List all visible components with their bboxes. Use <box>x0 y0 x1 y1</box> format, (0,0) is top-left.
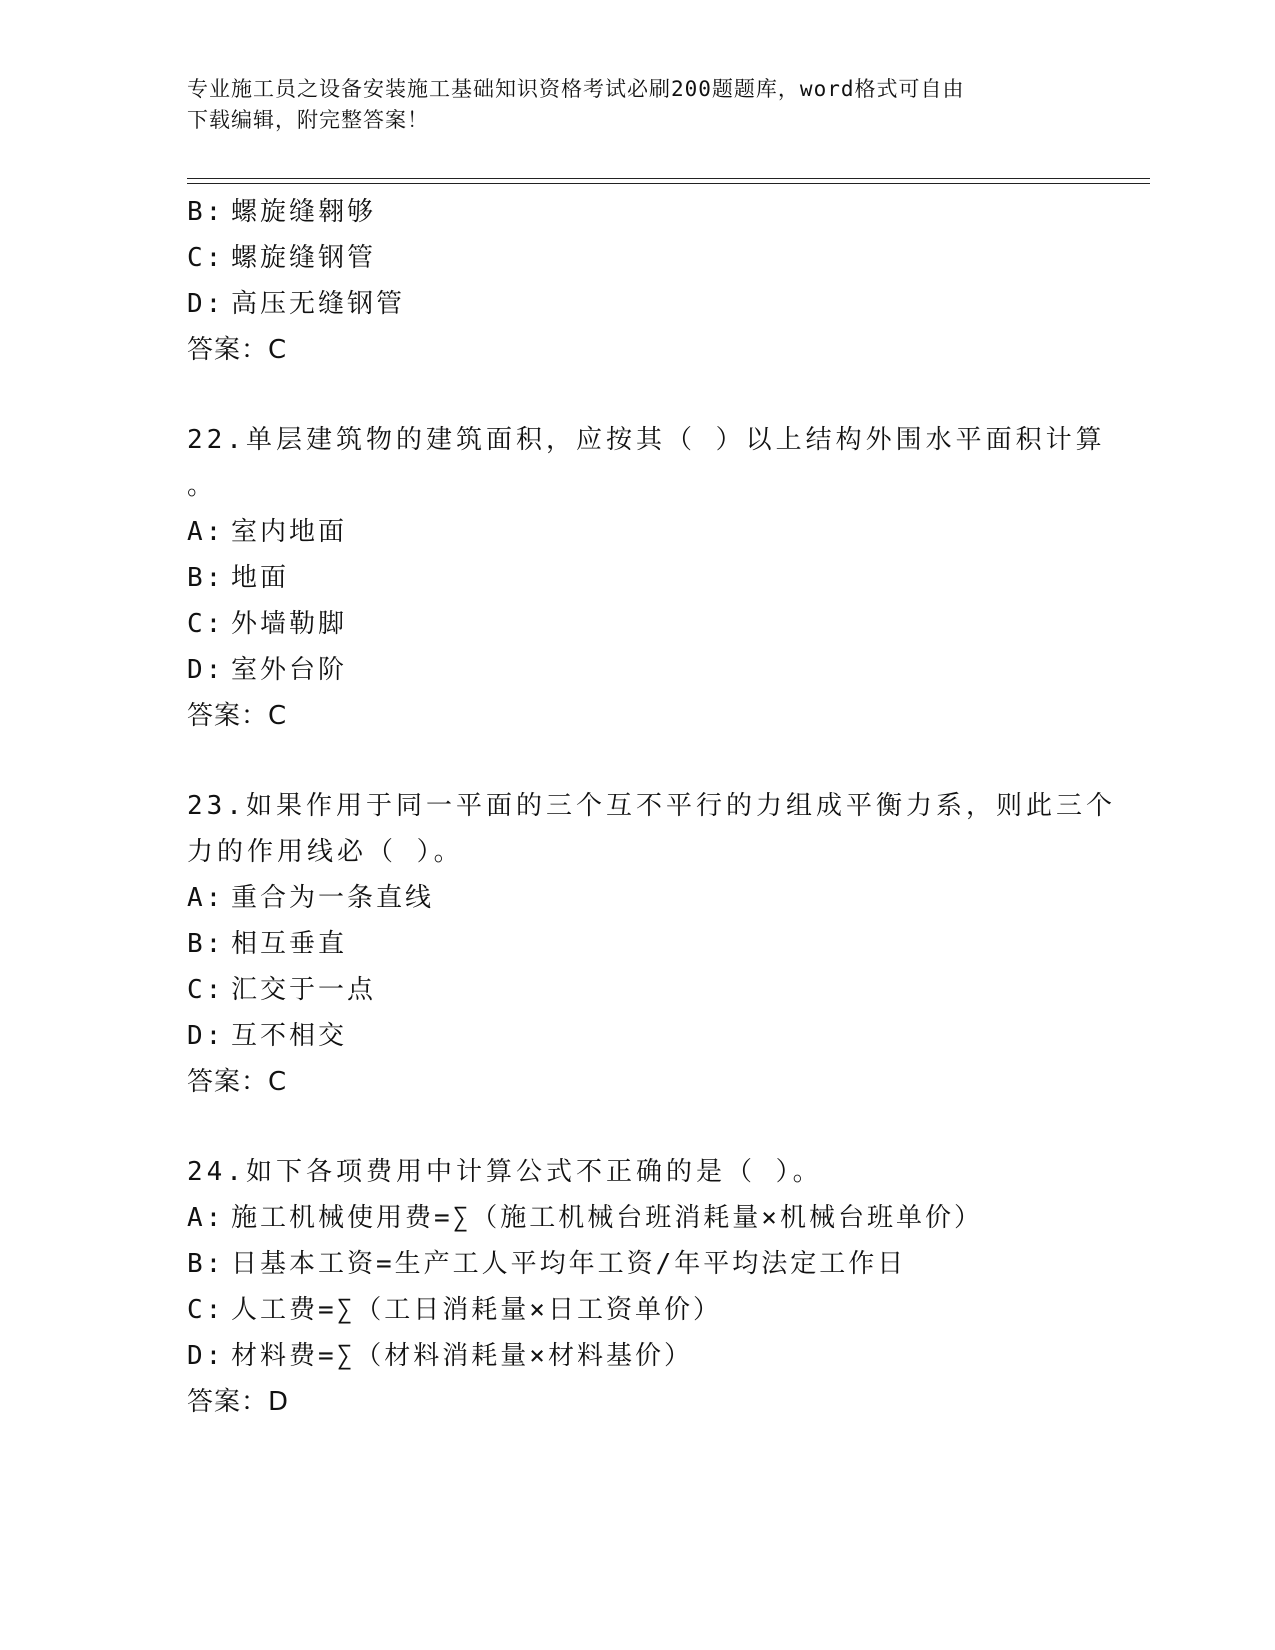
option-d <box>187 281 1087 327</box>
option-text: 地面 <box>231 563 290 593</box>
option-text: 汇交于一点 <box>231 975 377 1005</box>
option-a <box>187 875 1087 921</box>
option-label: D: <box>187 655 225 685</box>
question-23 <box>187 783 1116 1105</box>
option-c <box>187 1287 1087 1333</box>
answer-line: 答案：C <box>187 335 288 365</box>
option-d <box>187 647 1087 693</box>
option-text: 施工机械使用费=∑（施工机械台班消耗量×机械台班单价） <box>231 1203 983 1233</box>
option-label: D: <box>187 1341 225 1371</box>
option-label: B: <box>187 929 225 959</box>
option-text: 外墙勒脚 <box>231 609 348 639</box>
option-text: 螺旋缝翱够 <box>231 197 377 227</box>
question-stem: 23.如果作用于同一平面的三个互不平行的力组成平衡力系，则此三个 <box>187 791 1116 821</box>
option-a <box>187 509 1087 555</box>
question-stem: 22.单层建筑物的建筑面积，应按其（ ）以上结构外围水平面积计算 <box>187 425 1106 455</box>
option-d <box>187 1013 1087 1059</box>
spacer <box>187 373 1087 417</box>
option-b <box>187 921 1087 967</box>
option-text: 重合为一条直线 <box>231 883 435 913</box>
option-label: A: <box>187 517 225 547</box>
option-label: D: <box>187 289 225 319</box>
option-c <box>187 601 1087 647</box>
option-text: 日基本工资=生产工人平均年工资/年平均法定工作日 <box>231 1249 907 1279</box>
option-text: 室外台阶 <box>231 655 348 685</box>
option-label: A: <box>187 883 225 913</box>
option-text: 相互垂直 <box>231 929 348 959</box>
question-stem-continued: 力的作用线必（ ）。 <box>187 837 464 867</box>
option-label: A: <box>187 1203 225 1233</box>
option-label: C: <box>187 975 225 1005</box>
option-label: D: <box>187 1021 225 1051</box>
option-label: C: <box>187 1295 225 1325</box>
option-b <box>187 555 1087 601</box>
option-text: 高压无缝钢管 <box>231 289 406 319</box>
option-text: 室内地面 <box>231 517 348 547</box>
question-content <box>187 189 1116 1425</box>
option-a <box>187 1195 1087 1241</box>
question-stem: 24.如下各项费用中计算公式不正确的是（ ）。 <box>187 1157 823 1187</box>
answer-line: 答案：C <box>187 701 288 731</box>
answer-line: 答案：C <box>187 1067 288 1097</box>
header-line-2: 下载编辑，附完整答案！ <box>187 108 429 132</box>
option-text: 材料费=∑（材料消耗量×材料基价） <box>231 1341 693 1371</box>
option-b <box>187 189 1087 235</box>
option-c <box>187 235 1087 281</box>
header-divider-top <box>187 178 1150 179</box>
option-text: 螺旋缝钢管 <box>231 243 377 273</box>
option-label: B: <box>187 197 225 227</box>
option-label: C: <box>187 243 225 273</box>
question-24 <box>187 1149 1087 1425</box>
option-d <box>187 1333 1087 1379</box>
spacer <box>187 1105 1087 1149</box>
question-stem-continued: 。 <box>187 471 218 501</box>
option-c <box>187 967 1087 1013</box>
header-line-1: 专业施工员之设备安装施工基础知识资格考试必刷200题题库，word格式可自由 <box>187 77 965 101</box>
option-label: C: <box>187 609 225 639</box>
option-label: B: <box>187 563 225 593</box>
spacer <box>187 739 1087 783</box>
question-22 <box>187 417 1106 739</box>
option-b <box>187 1241 1087 1287</box>
option-label: B: <box>187 1249 225 1279</box>
option-text: 互不相交 <box>231 1021 348 1051</box>
question-21 <box>187 189 1087 373</box>
option-text: 人工费=∑（工日消耗量×日工资单价） <box>231 1295 722 1325</box>
answer-line: 答案：D <box>187 1387 290 1417</box>
document-header <box>187 74 1067 136</box>
header-divider-bottom <box>187 183 1150 184</box>
